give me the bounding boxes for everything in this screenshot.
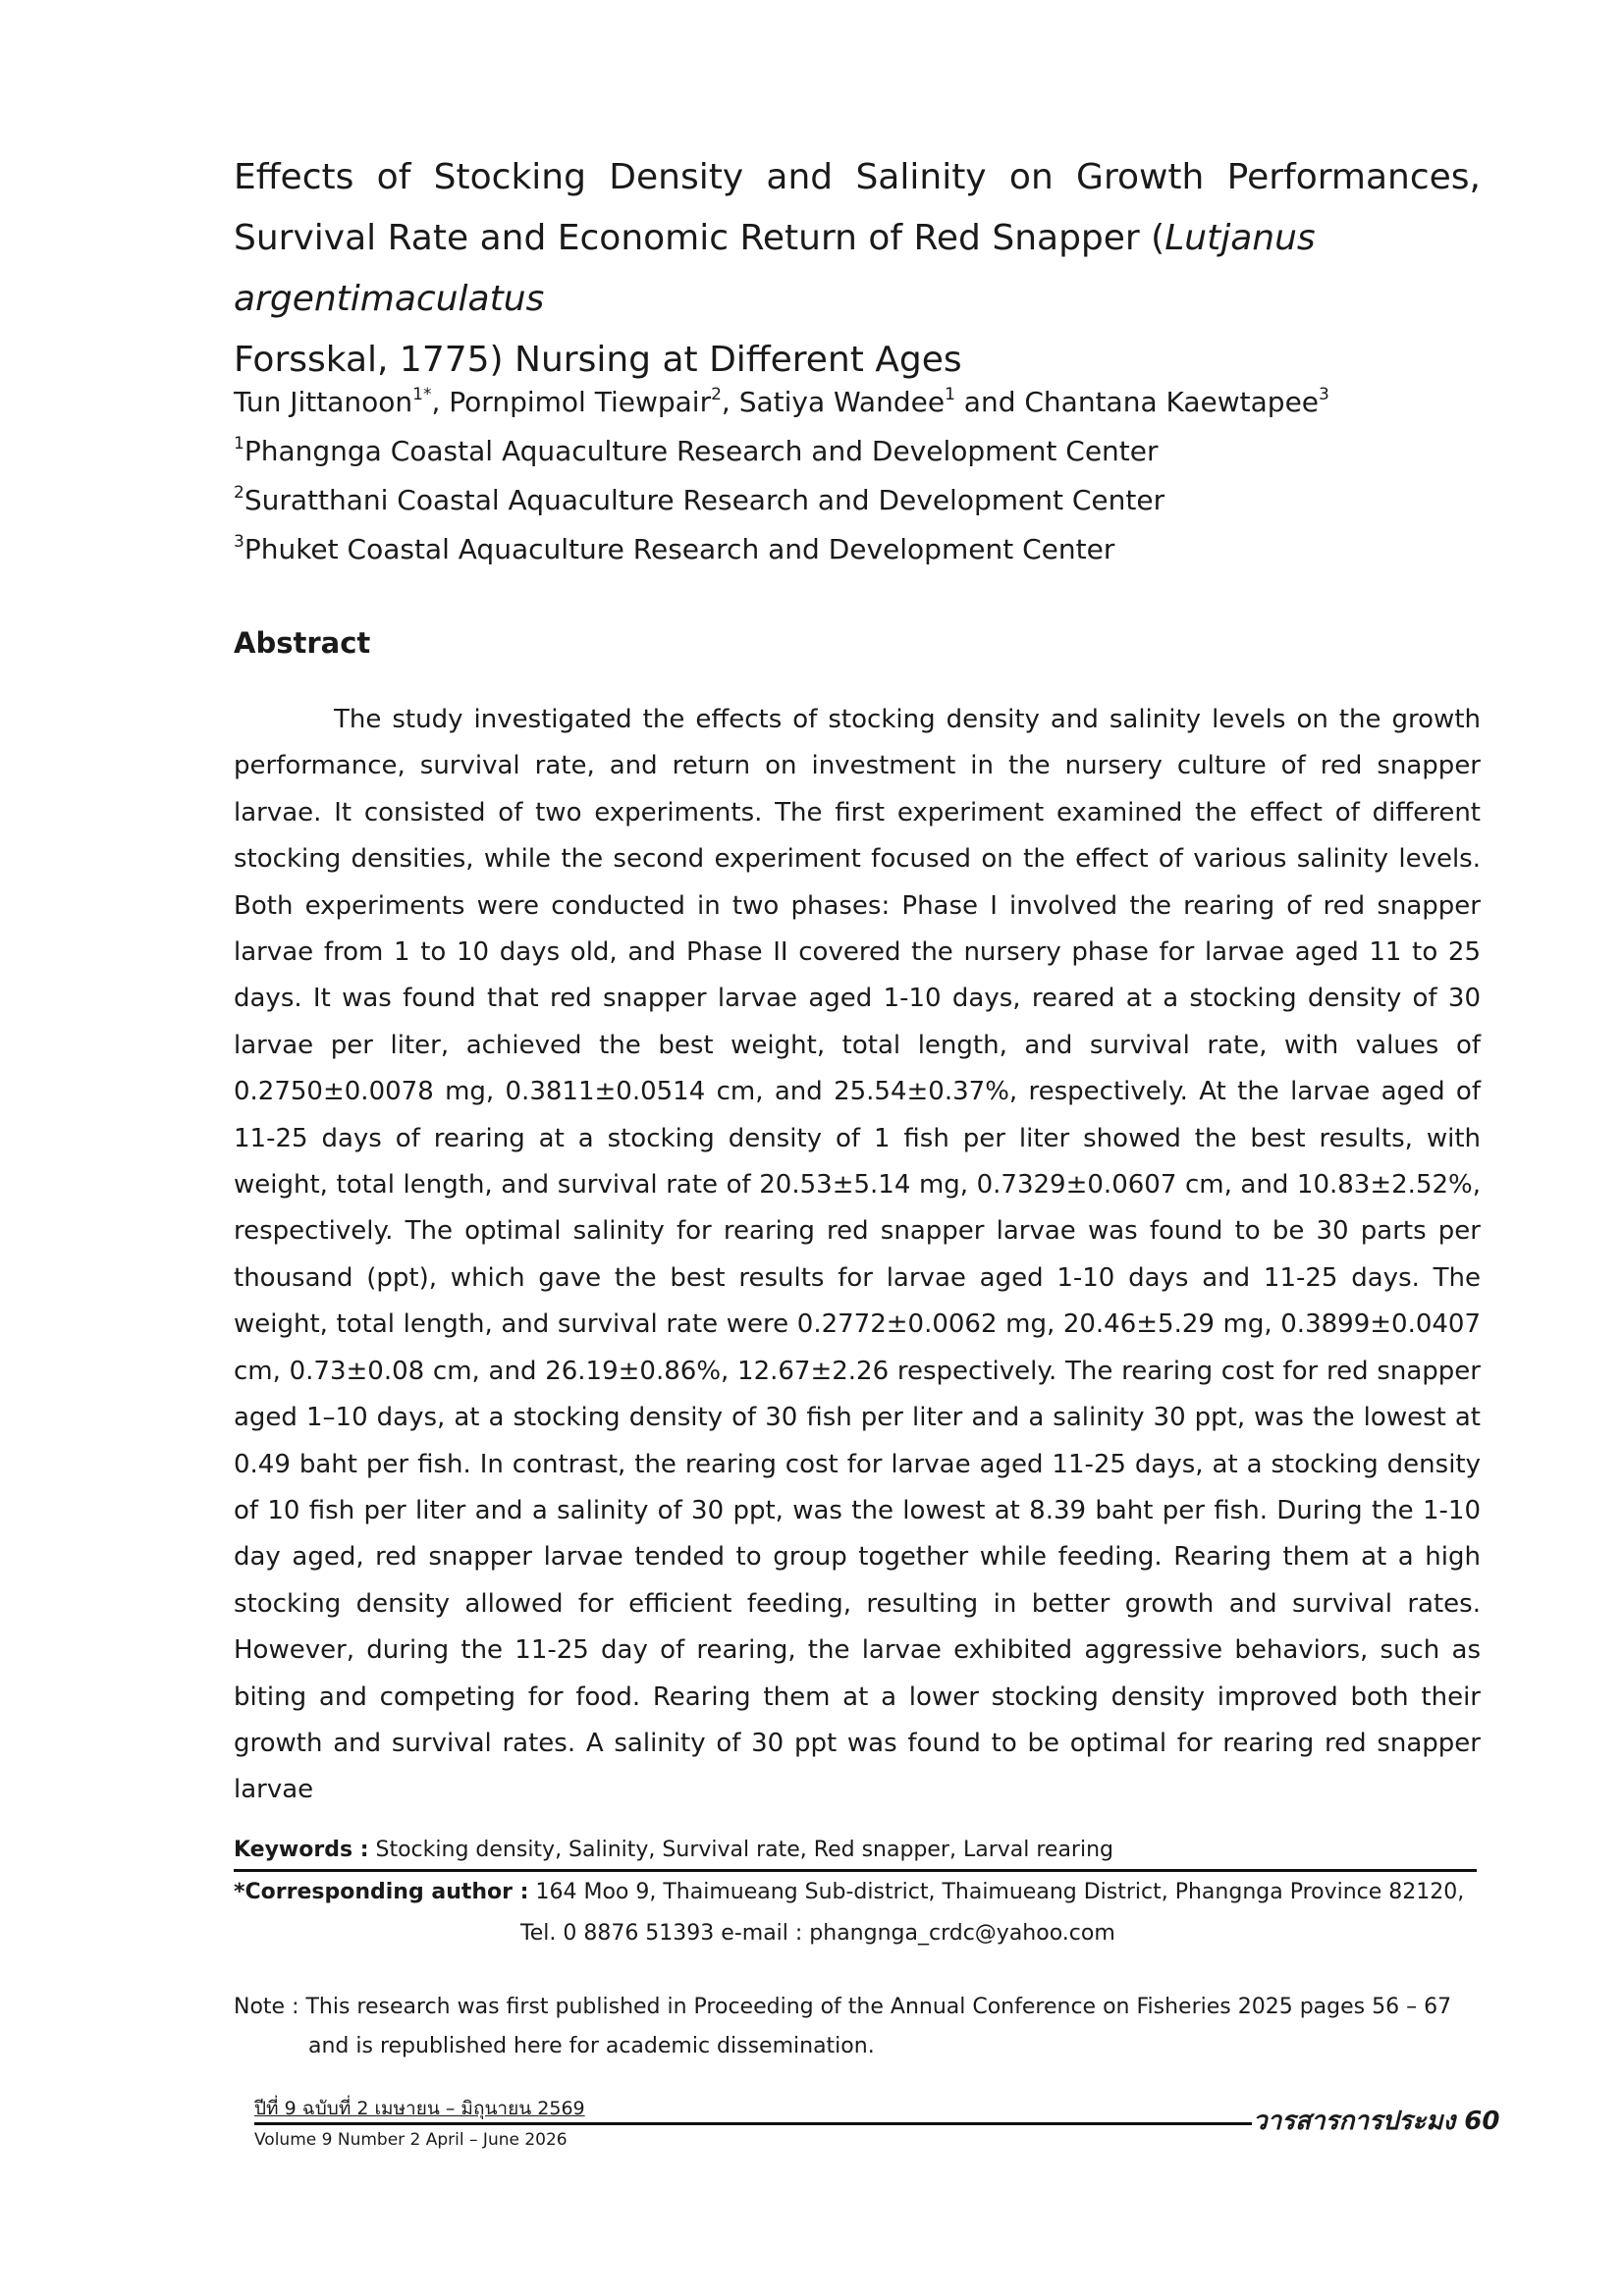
title-line-2	[234, 208, 1481, 330]
author-3-sup: 1	[945, 385, 955, 404]
affiliation-2	[234, 476, 1481, 525]
affiliation-2-sup: 2	[234, 483, 244, 503]
species-name: Lutjanus argentimaculatus	[234, 218, 1316, 319]
corresponding-label: *Corresponding author :	[234, 1880, 529, 1904]
keywords-block	[234, 1836, 1477, 1949]
title-line-2-text: Survival Rate and Economic Return of Red Snapper (	[234, 218, 1165, 258]
author-2-sup: 2	[711, 385, 722, 404]
footer-divider	[254, 2122, 1252, 2125]
author-4-sup: 3	[1319, 385, 1329, 404]
author-1-sup: 1*	[412, 385, 432, 404]
affiliation-3-sup: 3	[234, 532, 244, 552]
keywords-label: Keywords :	[234, 1838, 369, 1862]
affiliation-1-text: Phangnga Coastal Aquaculture Research and Development Center	[244, 435, 1159, 467]
corresponding-author	[234, 1878, 1477, 1907]
author-3: , Satiya Wandee	[721, 386, 946, 418]
affiliation-2-text: Suratthani Coastal Aquaculture Research and Development Center	[244, 484, 1165, 516]
note-line-1: Note : This research was first published in Proceeding of the Annual Conference on Fisheries 2025 pages 56 – 67	[234, 1995, 1452, 2019]
keywords-text: Stocking density, Salinity, Survival rate, Red snapper, Larval rearing	[368, 1838, 1113, 1862]
author-2: , Pornpimol Tiewpair	[431, 386, 712, 418]
footer-journal-page: วารสารการประมง 60	[1253, 2107, 1500, 2136]
title-line-1: Effects of Stocking Density and Salinity on Growth Performances,	[234, 157, 1481, 197]
affiliation-1	[234, 427, 1481, 476]
author-1: Tun Jittanoon	[234, 386, 413, 418]
affiliation-1-sup: 1	[234, 434, 244, 454]
affiliation-3-text: Phuket Coastal Aquaculture Research and Development Center	[244, 533, 1115, 565]
author-block	[234, 378, 1481, 574]
corresponding-address: 164 Moo 9, Thaimueang Sub-district, Thaimueang District, Phangnga Province 82120,	[528, 1880, 1465, 1904]
keywords-line	[234, 1836, 1477, 1872]
abstract-body: The study investigated the effects of stocking density and salinity levels on the growth performance, survival rate, and return on investment in the nursery culture of red snapper larvae. It consisted of two experiments. The first experiment examined the effect of different stocking densities, while the second experiment focused on the effect of various salinity levels. Both experiments were conducted in two phases: Phase I involved the rearing of red snapper larvae from 1 to 10 days old, and Phase II covered the nursery phase for larvae aged 11 to 25 days. It was found that red snapper larvae aged 1-10 days, reared at a stocking density of 30 larvae per liter, achieved the best weight, total length, and survival rate, with values of 0.2750±0.0078 mg, 0.3811±0.0514 cm, and 25.54±0.37%, respectively. At the larvae aged of 11-25 days of rearing at a stocking density of 1 fish per liter showed the best results, with weight, total length, and survival rate of 20.53±5.14 mg, 0.7329±0.0607 cm, and 10.83±2.52%, respectively. The optimal salinity for rearing red snapper larvae was found to be 30 parts per thousand (ppt), which gave the best results for larvae aged 1-10 days and 11-25 days. The weight, total length, and survival rate were 0.2772±0.0062 mg, 20.46±5.29 mg, 0.3899±0.0407 cm, 0.73±0.08 cm, and 26.19±0.86%, 12.67±2.26 respectively. The rearing cost for red snapper aged 1–10 days, at a stocking density of 30 fish per liter and a salinity 30 ppt, was the lowest at 0.49 baht per fish. In contrast, the rearing cost for larvae aged 11-25 days, at a stocking density of 10 fish per liter and a salinity of 30 ppt, was the lowest at 8.39 baht per fish. During the 1-10 day aged, red snapper larvae tended to group together while feeding. Rearing them at a high stocking density allowed for efficient feeding, resulting in better growth and survival rates. However, during the 11-25 day of rearing, the larvae exhibited aggressive behaviors, such as biting and competing for food. Rearing them at a lower stocking density improved both their growth and survival rates. A salinity of 30 ppt was found to be optimal for rearing red snapper larvae	[234, 705, 1481, 1805]
author-4: and Chantana Kaewtapee	[954, 386, 1320, 418]
title-line-3: Forsskal, 1775) Nursing at Different Ages	[234, 340, 962, 380]
author-list	[234, 378, 1481, 427]
corresponding-contact: Tel. 0 8876 51393 e-mail : phangnga_crdc@yahoo.com	[520, 1921, 1115, 1946]
footer-thai-issue: ปีที่ 9 ฉบับที่ 2 เมษายน – มิถุนายน 2569	[254, 2098, 585, 2119]
affiliation-3	[234, 525, 1481, 574]
publication-note	[234, 1988, 1481, 2066]
note-line-2: and is republished here for academic dissemination.	[308, 2034, 875, 2058]
footer-volume: Volume 9 Number 2 April – June 2026	[254, 2130, 568, 2150]
paper-title	[234, 147, 1481, 391]
abstract-heading: Abstract	[234, 626, 371, 660]
